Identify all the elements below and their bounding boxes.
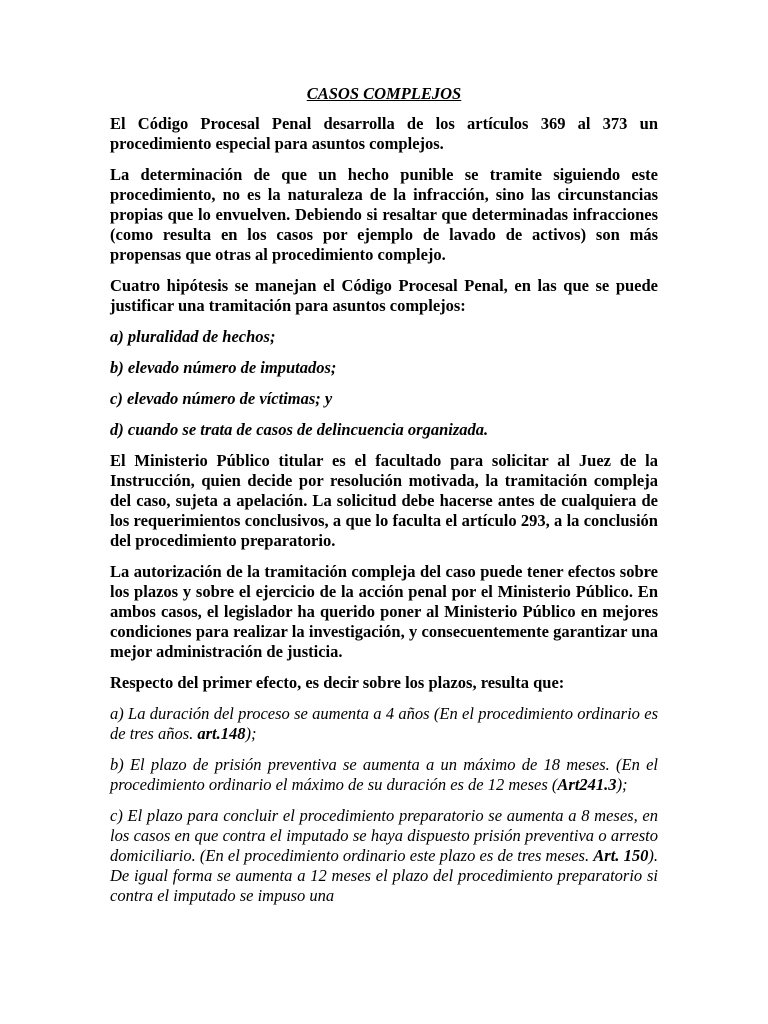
article-293: 293	[520, 511, 546, 530]
intro-text-start: El Código Procesal Penal desarrolla de los artículos	[110, 114, 541, 133]
effect-item-a	[110, 704, 658, 744]
effect-item-b-end: );	[616, 775, 628, 794]
effect-item-a-text: a) La duración del proceso se aumenta a 4 años (En el procedimiento ordinario es de tres años.	[110, 704, 658, 743]
effect-item-c-text: c) El plazo para concluir el procedimiento preparatorio se aumenta a 8 meses, en los casos en que contra el imputado se haya dispuesto prisión preventiva o arresto domiciliario. (En el procedimiento ordinario este plazo es de tres meses.	[110, 806, 658, 865]
paragraph-authorization: La autorización de la tramitación compleja del caso puede tener efectos sobre los plazos y sobre el ejercicio de la acción penal por el Ministerio Público. En ambos casos, el legislador ha querido poner al Ministerio Público en mejores condiciones para realizar la investigación, y consecuentemente garantizar una mejor administración de justicia.	[110, 562, 658, 661]
ministerio-text-end: , a la conclusión del procedimiento preparatorio.	[110, 511, 658, 550]
article-reference: art.148	[197, 724, 246, 743]
article-reference: Art. 150	[593, 846, 649, 865]
article-reference: Art241.3	[557, 775, 617, 794]
effect-item-b	[110, 755, 658, 795]
hypothesis-item: d) cuando se trata de casos de delincuencia organizada.	[110, 420, 489, 439]
effect-item-c-end: ). De igual forma se aumenta a 12 meses el plazo del procedimiento preparatorio si contra el imputado se impuso una	[110, 846, 658, 905]
intro-text-end: un procedimiento especial para asuntos complejos.	[110, 114, 658, 153]
effect-item-c	[110, 806, 658, 906]
hypothesis-item: b) elevado número de imputados;	[110, 358, 337, 377]
effect-item-b-text: b) El plazo de prisión preventiva se aumenta a un máximo de 18 meses. (En el procedimiento ordinario el máximo de su duración es de 12 meses (	[110, 755, 658, 794]
paragraph-first-effect: Respecto del primer efecto, es decir sobre los plazos, resulta que:	[110, 673, 565, 692]
paragraph-determination: La determinación de que un hecho punible se tramite siguiendo este procedimiento, no es la naturaleza de la infracción, sino las circunstancias propias que lo envuelven. Debiendo si resaltar que determinadas infracciones (como resulta en los casos por ejemplo de lavado de activos) son más propensas que otras al procedimiento complejo.	[110, 165, 658, 264]
article-range: 369 al 373	[540, 114, 628, 133]
paragraph-hypotheses-intro: Cuatro hipótesis se manejan el Código Procesal Penal, en las que se puede justificar una tramitación para asuntos complejos:	[110, 276, 658, 315]
paragraph-intro	[110, 114, 658, 154]
ministerio-text-start: El Ministerio Público titular es el facultado para solicitar al Juez de la Instrucción, quien decide por resolución motivada, la tramitación compleja del caso, sujeta a apelación. La solicitud debe hacerse antes de cualquiera de los requerimientos conclusivos, a que lo faculta el artículo	[110, 451, 658, 530]
hypothesis-item: c) elevado número de víctimas; y	[110, 389, 333, 408]
paragraph-ministerio	[110, 451, 658, 551]
document-title: CASOS COMPLEJOS	[306, 84, 462, 103]
hypothesis-item: a) pluralidad de hechos;	[110, 327, 276, 346]
effect-item-a-end: );	[245, 724, 257, 743]
